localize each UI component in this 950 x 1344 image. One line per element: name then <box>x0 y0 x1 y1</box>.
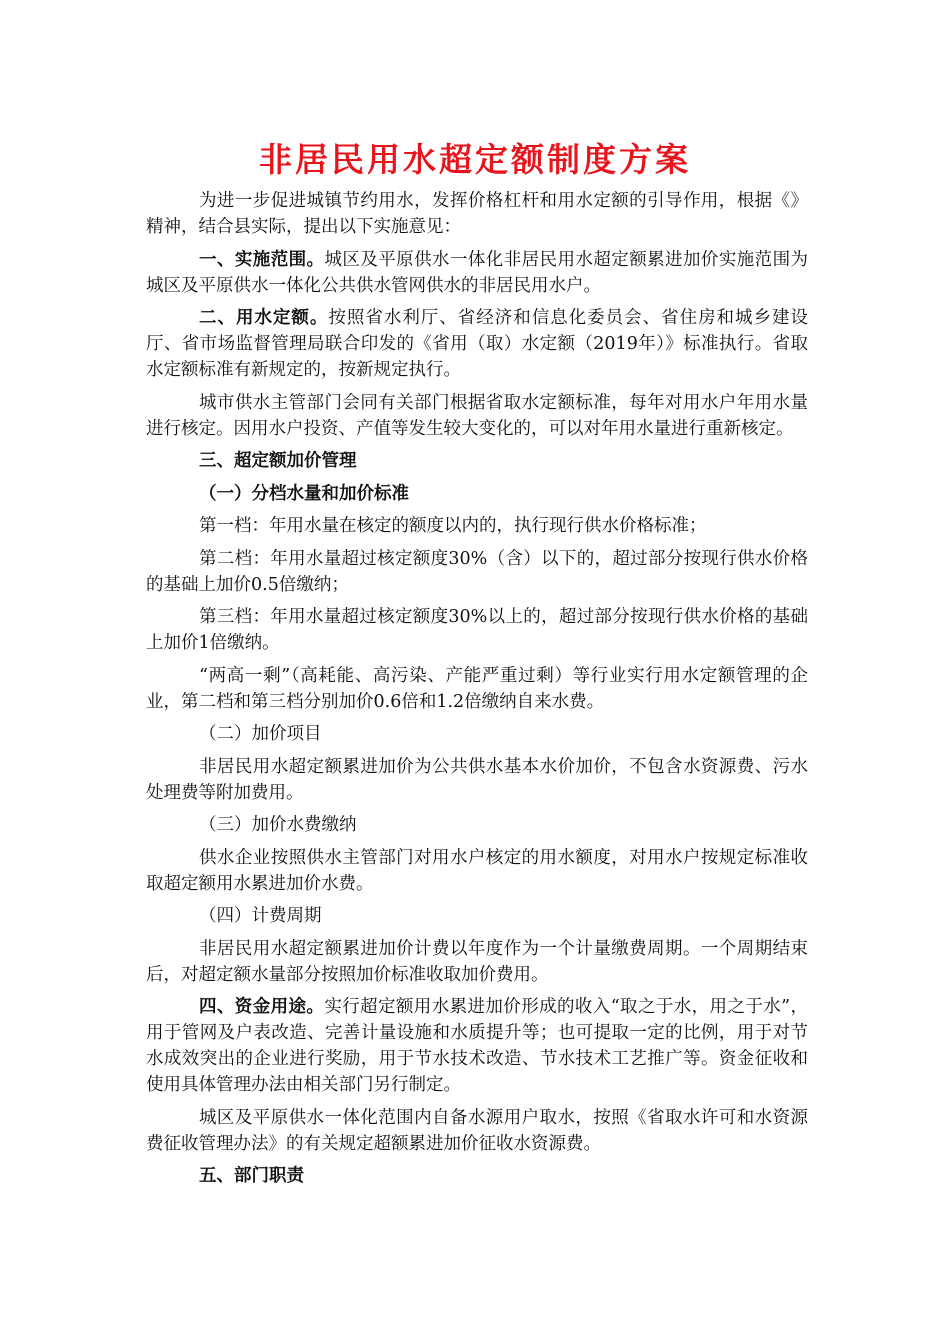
paragraph-text: “两高一剩”（高耗能、高污染、产能严重过剩）等行业实行用水定额管理的企业，第二档和第三档分别加价0.6倍和1.2倍缴纳自来水费。 <box>146 665 808 712</box>
subsection-heading: （四）计费周期 <box>199 906 322 926</box>
paragraph-text: 第二档：年用水量超过核定额度30%（含）以下的，超过部分按现行供水价格的基础上加价0.5倍缴纳； <box>146 548 808 595</box>
document-title: 非居民用水超定额制度方案 <box>259 140 691 179</box>
section-heading: 三、超定额加价管理 <box>199 451 357 471</box>
section-heading-responsibilities <box>146 1163 808 1189</box>
paragraph-text: 非居民用水超定额累进加价为公共供水基本水价加价，不包含水资源费、污水处理费等附加费用。 <box>146 756 808 803</box>
paragraph-payment <box>146 845 808 897</box>
subsection-heading-billing-cycle <box>146 903 808 929</box>
paragraph-text: 城市供水主管部门会同有关部门根据省取水定额标准，每年对用水户年用水量进行核定。因用水户投资、产值等发生较大变化的，可以对年用水量进行重新核定。 <box>146 392 808 439</box>
paragraph-high-consumption <box>146 663 808 715</box>
section-heading: 四、资金用途。 <box>199 997 325 1017</box>
paragraph-tier-3 <box>146 604 808 656</box>
section-heading: 二、用水定额。 <box>199 308 329 328</box>
subsection-heading-tiers <box>146 481 808 507</box>
paragraph-self-supply <box>146 1105 808 1157</box>
paragraph-text: 实行超定额用水累进加价形成的收入“取之于水，用之于水”，用于管网及户表改造、完善计量设施和水质提升等；也可提取一定的比例，用于对节水成效突出的企业进行奖励，用于节水技术改造、节水技术工艺推广等。资金征收和使用具体管理办法由相关部门另行制定。 <box>146 997 808 1095</box>
subsection-heading: （三）加价水费缴纳 <box>199 815 357 835</box>
paragraph-fund-use <box>146 994 808 1098</box>
paragraph-text: 按照省水利厅、省经济和信息化委员会、省住房和城乡建设厅、省市场监督管理局联合印发的《省用（取）水定额（2019年）》标准执行。省取水定额标准有新规定的，按新规定执行。 <box>146 308 808 380</box>
subsection-heading: （一）分档水量和加价标准 <box>199 483 409 504</box>
paragraph-scope <box>146 247 808 299</box>
paragraph-text: 城区及平原供水一体化非居民用水超定额累进加价实施范围为城区及平原供水一体化公共供水管网供水的非居民用水户。 <box>146 249 809 296</box>
paragraph-text: 为进一步促进城镇节约用水，发挥价格杠杆和用水定额的引导作用，根据《》精神，结合县实际，提出以下实施意见： <box>146 191 808 237</box>
paragraph-quota <box>146 305 808 383</box>
subsection-heading: （二）加价项目 <box>199 724 322 744</box>
paragraph-text: 第三档：年用水量超过核定额度30%以上的，超过部分按现行供水价格的基础上加价1倍缴纳。 <box>146 607 808 653</box>
paragraph-text: 城区及平原供水一体化范围内自备水源用户取水，按照《省取水许可和水资源费征收管理办法》的有关规定超额累进加价征收水资源费。 <box>146 1107 808 1154</box>
section-heading: 五、部门职责 <box>199 1166 304 1186</box>
paragraph-tier-2 <box>146 546 808 598</box>
paragraph-billing-cycle <box>146 936 808 988</box>
subsection-heading-items <box>146 721 808 747</box>
section-heading: 一、实施范围。 <box>199 249 325 270</box>
paragraph-text: 第一档：年用水量在核定的额度以内的，执行现行供水价格标准； <box>199 516 707 536</box>
document-body <box>146 188 808 1196</box>
paragraph-intro <box>146 188 808 240</box>
paragraph-items <box>146 754 808 806</box>
paragraph-text: 供水企业按照供水主管部门对用水户核定的用水额度，对用水户按规定标准收取超定额用水累进加价水费。 <box>146 847 808 894</box>
paragraph-text: 非居民用水超定额累进加价计费以年度作为一个计量缴费周期。一个周期结束后，对超定额水量部分按照加价标准收取加价费用。 <box>146 938 808 985</box>
paragraph-tier-1 <box>146 513 808 539</box>
paragraph-quota-review <box>146 390 808 442</box>
subsection-heading-payment <box>146 812 808 838</box>
section-heading-surcharge <box>146 448 808 474</box>
